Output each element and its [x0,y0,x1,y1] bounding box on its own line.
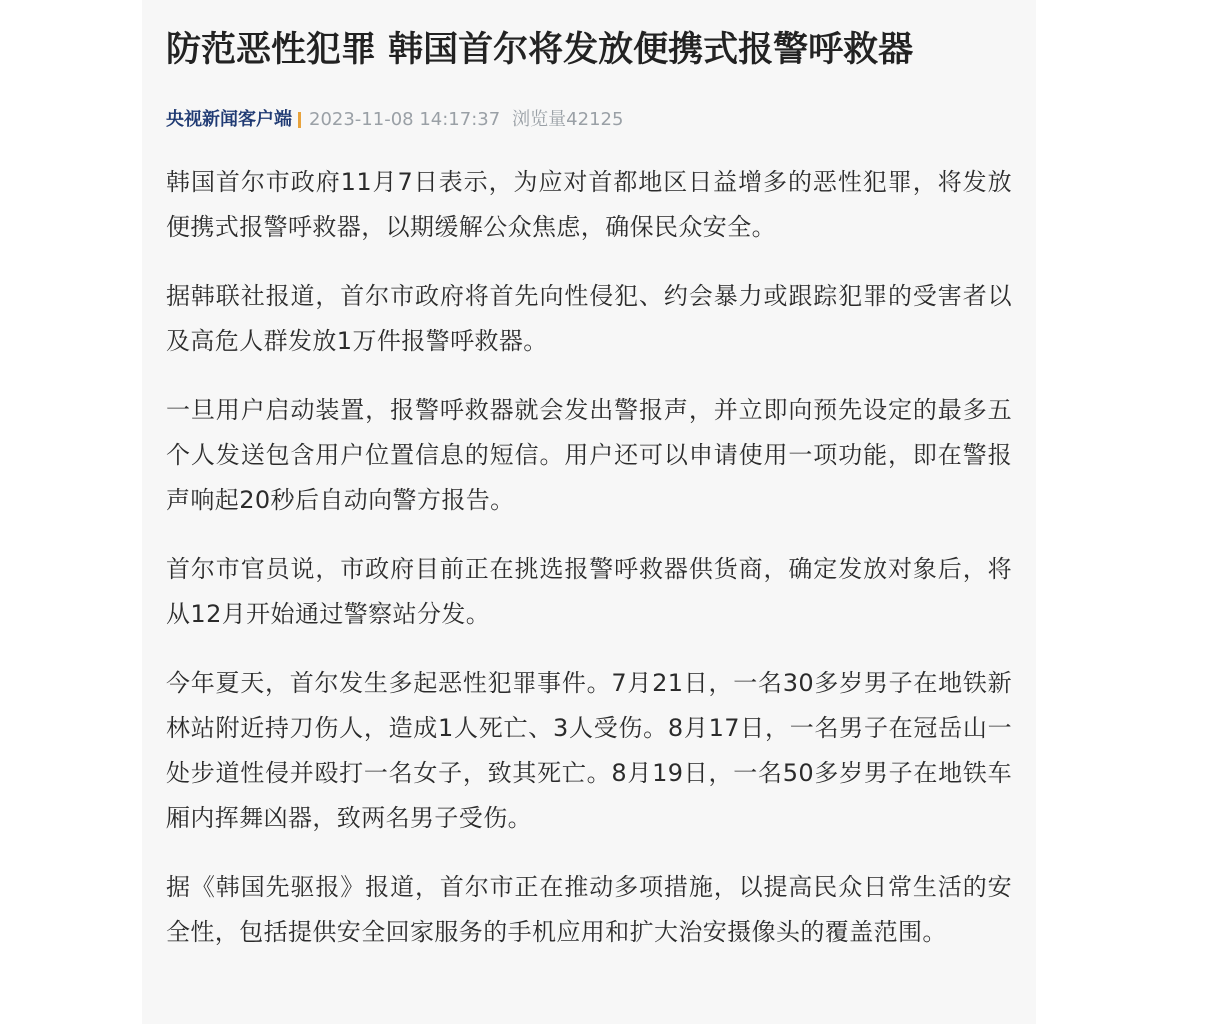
meta-separator [298,112,301,128]
paragraph-3: 一旦用户启动装置，报警呼救器就会发出警报声，并立即向预先设定的最多五个人发送包含用户位置信息的短信。用户还可以申请使用一项功能，即在警报声响起20秒后自动向警方报告。 [166,396,1012,514]
article-meta [166,108,1012,132]
paragraph-5: 今年夏天，首尔发生多起恶性犯罪事件。7月21日，一名30多岁男子在地铁新林站附近持刀伤人，造成1人死亡、3人受伤。8月17日，一名男子在冠岳山一处步道性侵并殴打一名女子，致其死亡。8月19日，一名50多岁男子在地铁车厢内挥舞凶器，致两名男子受伤。 [166,669,1012,832]
paragraph-2: 据韩联社报道，首尔市政府将首先向性侵犯、约会暴力或跟踪犯罪的受害者以及高危人群发放1万件报警呼救器。 [166,282,1012,355]
source-link[interactable]: 央视新闻客户端 [166,109,292,130]
paragraph-6: 据《韩国先驱报》报道，首尔市正在推动多项措施，以提高民众日常生活的安全性，包括提供安全回家服务的手机应用和扩大治安摄像头的覆盖范围。 [166,873,1012,946]
publish-datetime: 2023-11-08 14:17:37 [309,109,501,130]
paragraph-1: 韩国首尔市政府11月7日表示，为应对首都地区日益增多的恶性犯罪，将发放便携式报警呼救器，以期缓解公众焦虑，确保民众安全。 [166,168,1012,241]
article-container [142,0,1036,1024]
article-body [166,160,1012,955]
paragraph-4: 首尔市官员说，市政府目前正在挑选报警呼救器供货商，确定发放对象后，将从12月开始通过警察站分发。 [166,555,1012,628]
view-count: 浏览量42125 [512,109,624,130]
article-title: 防范恶性犯罪 韩国首尔将发放便携式报警呼救器 [166,30,914,70]
